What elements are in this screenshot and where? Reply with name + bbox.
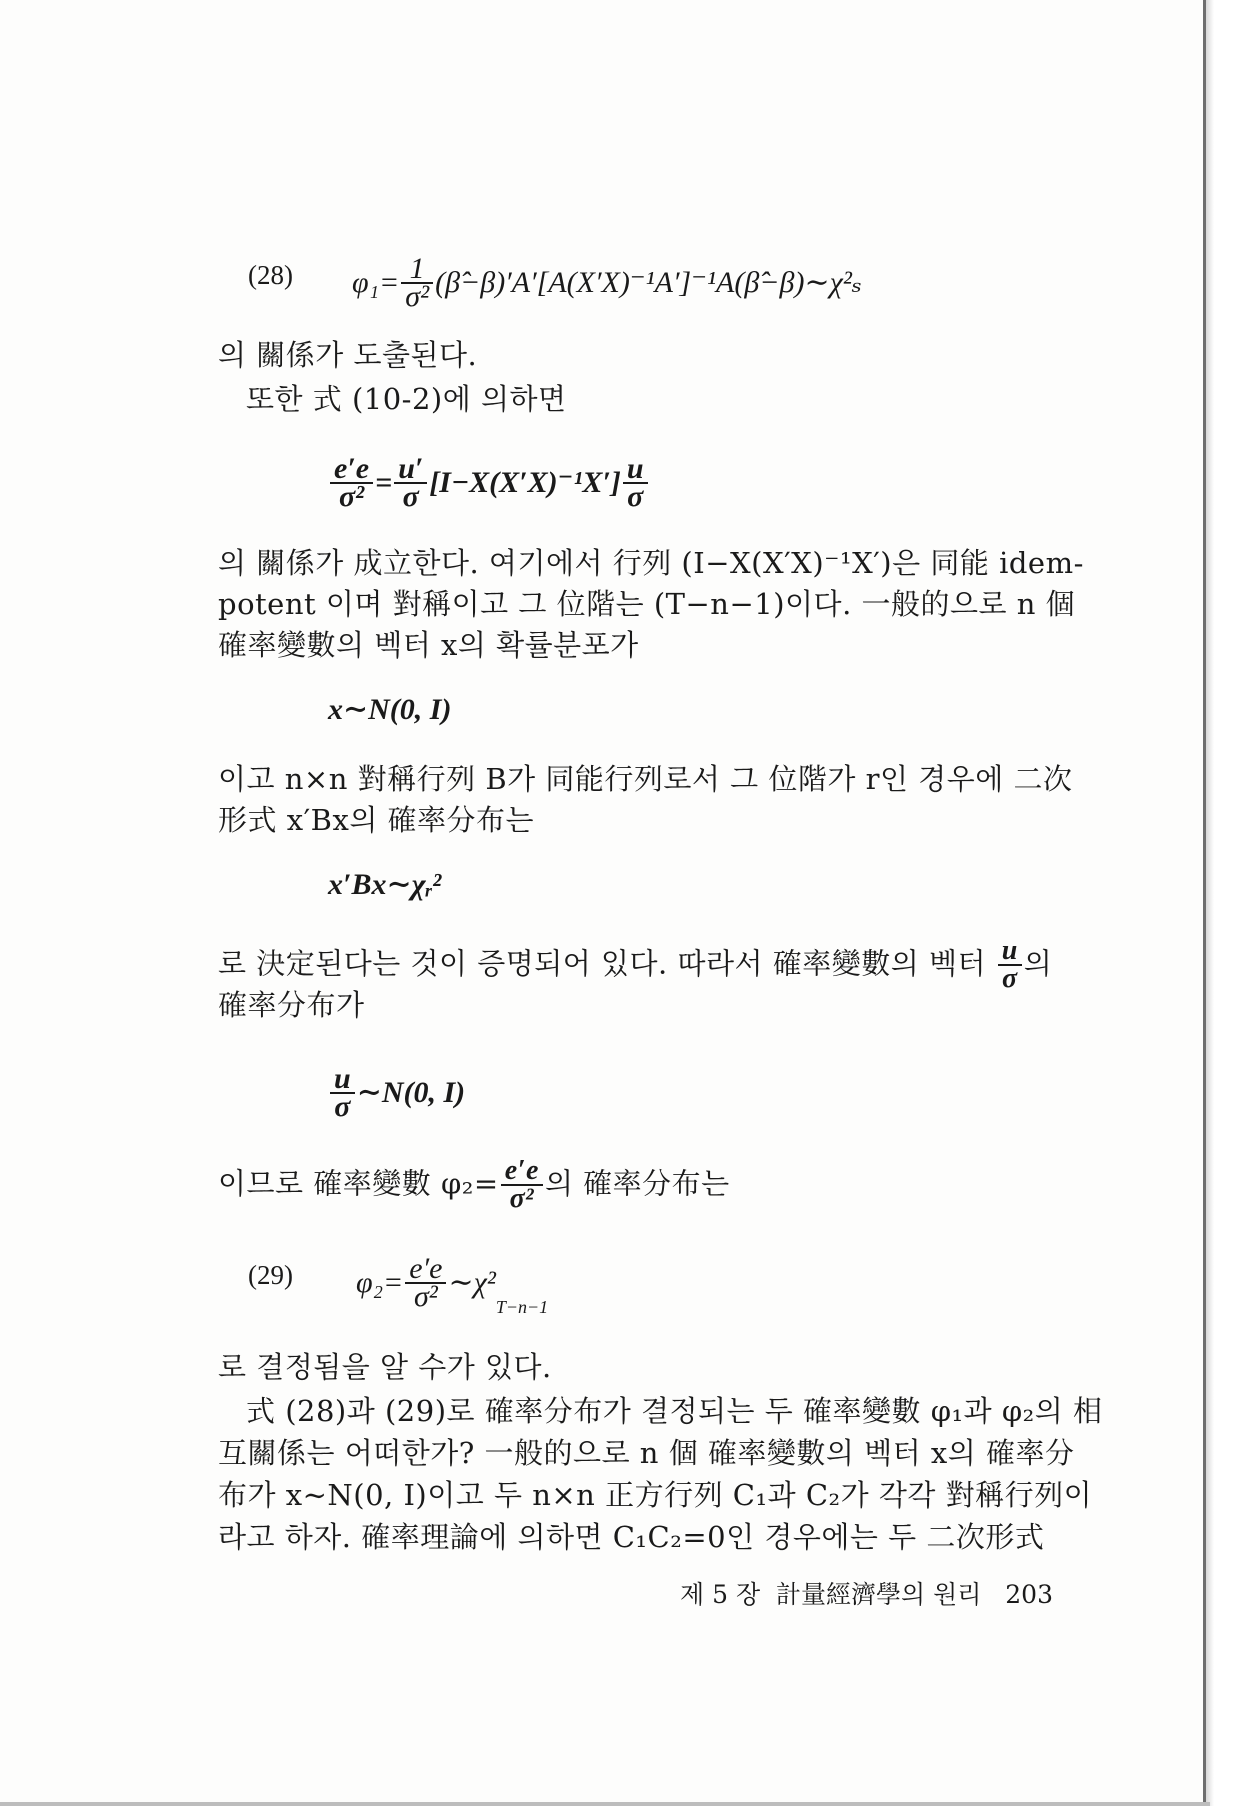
eq-u-fraction [330, 1062, 355, 1123]
paragraph-2-line-1: 이고 n×n 對稱行列 B가 同能行列로서 그 位階가 r인 경우에 二次 [218, 762, 1073, 796]
equation-x-normal: x∼N(0, I) [328, 693, 452, 726]
equation-28 [352, 252, 862, 313]
eq28-fraction [401, 252, 433, 313]
eq28-lhs: φ₁= [352, 265, 400, 299]
eq29-lhs: φ₂= [356, 1265, 404, 1299]
equation-xBx: x′Bx∼χᵣ² [328, 868, 442, 901]
eq28-rhs: (β̂−β)′A′[A(X′X)⁻¹A′]⁻¹A(β̂−β)∼χ²ₛ [435, 265, 862, 299]
paragraph-4-frac-num: e′e [501, 1158, 543, 1186]
eq-ee-frac1 [330, 452, 373, 513]
paragraph-5-line-4: 라고 하자. 確率理論에 의하면 C₁C₂=0인 경우에는 두 二次形式 [218, 1520, 1045, 1554]
paragraph-4-fraction [501, 1155, 543, 1214]
paragraph-4-frac-den: σ² [509, 1183, 535, 1214]
equation-ee [328, 452, 650, 513]
paragraph-3-line-2: 確率分布가 [218, 988, 365, 1022]
paragraph-4-fraction-wrap [499, 1155, 545, 1214]
eq-u-frac-den: σ [334, 1090, 351, 1123]
paragraph-5-line-1: 式 (28)과 (29)로 確率分布가 결정되는 두 確率變數 φ₁과 φ₂의 相 [246, 1394, 1103, 1428]
eq-ee-f1-den: σ² [338, 480, 365, 513]
paragraph-3-frac-num: u [998, 938, 1022, 966]
text-line-1: 의 關係가 도출된다. [218, 338, 478, 372]
eq-ee-mid: [I−X(X′X)⁻¹X′] [429, 465, 621, 499]
paragraph-4-suffix: 의 確率分布는 [544, 1166, 730, 1201]
paragraph-3-suffix: 의 [1023, 946, 1053, 981]
eq29-fraction [405, 1252, 446, 1313]
paragraph-2-line-2: 形式 x′Bx의 確率分布는 [218, 803, 535, 837]
paragraph-3-text: 로 決定된다는 것이 증명되어 있다. 따라서 確率變數의 벡터 [218, 946, 986, 981]
eq-u-rest: ∼N(0, I) [356, 1075, 466, 1109]
equation-number-29: (29) [248, 1260, 293, 1290]
eq28-frac-den: σ² [405, 280, 430, 313]
paragraph-1-line-1: 의 關係가 成立한다. 여기에서 行列 (I−X(X′X)⁻¹X′)은 同能 idem- [218, 546, 1084, 580]
paragraph-4-line [218, 1155, 730, 1214]
paragraph-3-line-1 [218, 935, 1053, 994]
eq-ee-f3-den: σ [627, 480, 644, 513]
running-footer [680, 1580, 1053, 1610]
equation-u-normal [328, 1062, 466, 1123]
eq-u-frac-num: u [330, 1066, 355, 1094]
footer-title: 計量經濟學의 원리 [776, 1580, 982, 1609]
paragraph-5-line-2: 互關係는 어떠한가? 一般的으로 n 個 確率變數의 벡터 x의 確率分 [218, 1436, 1075, 1470]
eq29-subscript: T−n−1 [495, 1296, 549, 1317]
eq28-frac-num: 1 [401, 256, 433, 284]
paragraph-3-frac-den: σ [1001, 963, 1018, 994]
eq-ee-f2-den: σ [402, 480, 419, 513]
eq-ee-f2-num: u′ [394, 456, 427, 484]
page-edge-shadow [1206, 0, 1214, 1806]
text-line-after-29: 로 결정됨을 알 수가 있다. [218, 1350, 552, 1384]
eq-ee-equals: = [375, 465, 393, 499]
paragraph-3-fraction-wrap [996, 935, 1024, 994]
footer-chapter: 제 5 장 [680, 1580, 761, 1609]
paragraph-4-prefix: 이므로 確率變數 φ₂= [218, 1166, 499, 1201]
equation-29 [356, 1252, 549, 1317]
eq-ee-f3-num: u [623, 456, 648, 484]
eq-ee-f1-num: e′e [330, 456, 373, 484]
eq29-rhs: ∼χ² [448, 1265, 496, 1299]
eq29-frac-num: e′e [405, 1256, 446, 1284]
eq-ee-frac3 [623, 452, 648, 513]
eq-ee-frac2 [394, 452, 427, 513]
paragraph-5-line-3: 布가 x∼N(0, I)이고 두 n×n 正方行列 C₁과 C₂가 각각 對稱行列이 [218, 1478, 1093, 1512]
text-line-2: 또한 式 (10-2)에 의하면 [246, 382, 567, 416]
equation-number-28: (28) [248, 260, 293, 290]
page-number: 203 [1005, 1580, 1053, 1609]
page-bottom-edge [0, 1802, 1210, 1806]
paragraph-1-line-2: potent 이며 對稱이고 그 位階는 (T−n−1)이다. 一般的으로 n 個 [218, 587, 1076, 621]
paragraph-3-fraction [998, 935, 1022, 994]
paragraph-1-line-3: 確率變數의 벡터 x의 확률분포가 [218, 628, 639, 662]
eq29-frac-den: σ² [413, 1280, 438, 1313]
